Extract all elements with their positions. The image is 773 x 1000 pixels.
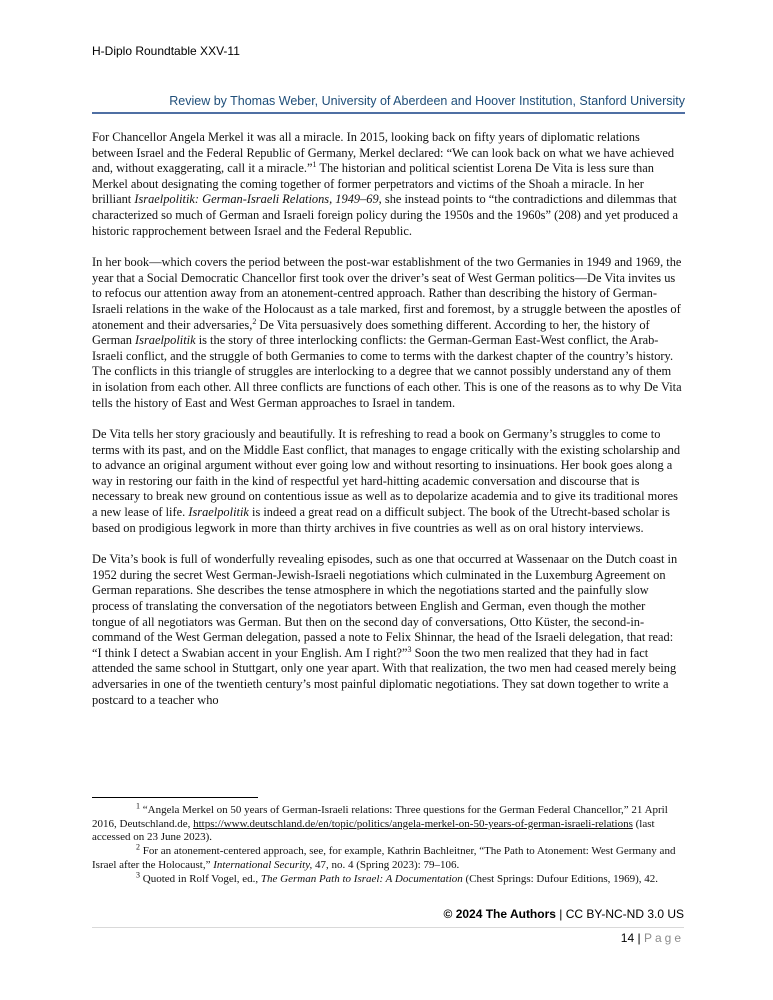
book-title: Israelpolitik: German-Israeli Relations, 1949–69 [134,192,379,207]
page-number: 14 | Page [620,931,684,945]
paragraph-3: De Vita tells her story graciously and beautifully. It is refreshing to read a book on Germany’s struggles to come to terms with its past, and on the Middle East conflict, that manages to engage critically with the existing scholarship and to advance an original argument without ever going low and without resorting to insinuations. Her book goes along a way in restoring our faith in the kind of respectful yet hard-hitting academic conversation and discourse that is necessary to break new ground on contentious issue as well as to depolarize academia and to give its traditional mores a new lease of life. Israelpolitik is indeed a great read on a difficult subject. The book of the Utrecht-based scholar is based on prodigious legwork in more than thirty archives in five countries as well as on oral history interviews. [92,427,681,535]
review-byline: Review by Thomas Weber, University of Aberdeen and Hoover Institution, Stanford University [169,94,685,108]
term-israelpolitik: Israelpolitik [135,333,196,348]
footnotes [92,801,684,886]
header-rule [92,112,685,114]
footnote-separator [92,797,258,798]
paragraph-1: For Chancellor Angela Merkel it was all a miracle. In 2015, looking back on fifty years of diplomatic relations between Israel and the Federal Republic of Germany, Merkel declared: “We can look back on what we have achieved and, without exaggerating, call it a miracle.”$^1$ The historian and political scientist Lorena De Vita is less sure than Merkel about designating the coming together of former perpetrators and victims of the Shoah a miracle. In her brilliant Israelpolitik: German-Israeli Relations, 1949–69, she instead points to “the contradictions and dilemmas that characterized so much of German and Israeli foreign policy during the 1950s and the 1960s” (208) and yet produced a historic rapprochement between Israel and the Federal Republic. [92,130,678,238]
license-text: CC BY-NC-ND 3.0 US [565,907,684,921]
paragraph-4: De Vita’s book is full of wonderfully revealing episodes, such as one that occurred at Wassenaar on the Dutch coast in 1952 during the secret West German-Jewish-Israeli negotiations which culminated in the Luxemburg Agreement on German reparations. She describes the tense atmosphere in which the negotiations started and the painfully slow process of translating the conversation of the negotiators between English and German, even though the mother tongue of all negotiators was German. But then on the second day of conversations, Otto Küster, the second-in-command of the West German delegation, passed a note to Felix Shinnar, the head of the Israeli delegation, that read: “I think I detect a Swabian accent in your English. Am I right?”$^3$ Soon the two men realized that they had in fact attended the same school in Stuttgart, only one year apart. With that realization, the two men had ceased merely being adversaries in one of the twentieth century’s most painful diplomatic negotiations. They sat down together to write a postcard to a teacher who [92,552,678,707]
term-israelpolitik: Israelpolitik [188,505,249,520]
article-body [92,130,682,708]
footnote-ref-3[interactable]: 3 [407,644,412,654]
footnote-ref-1[interactable]: 1 [312,160,317,170]
page-label: Page [643,931,684,945]
footnote-3: $^3$ Quoted in Rolf Vogel, ed., The German Path to Israel: A Documentation (Chest Springs: Dufour Editions, 1969), 42. [136,869,659,885]
paragraph-2: In her book—which covers the period between the post-war establishment of the two Germanies in 1949 and 1969, the year that a Social Democratic Chancellor first took over the driver’s seat of West German politics—De Vita invites us to refocus our attention away from an atonement-centred approach. Rather than describing the history of German-Israeli relations in the wake of the Holocaust as a tale marked, first and foremost, by a struggle between the apostles of atonement and their adversaries,$^2$ De Vita persuasively does something different. According to her, the history of German Israelpolitik is the story of three interlocking conflicts: the German-German East-West conflict, the Arab-Israeli conflict, and the struggle of both Germanies to come to terms with the darkest chapter of the country’s history. The conflicts in this triangle of struggles are interlocking to a degree that we cannot possibly understand any of them in isolation from each other. All three conflicts are functions of each other. This is one of the reasons as to why De Vita tells the history of East and West German approaches to Israel in tandem. [92,255,682,410]
footer-rule [92,927,684,928]
footnote-1: $^1$ “Angela Merkel on 50 years of German-Israeli relations: Three questions for the German Federal Chancellor,” 21 April 2016, Deutschland.de, https://www.deutschland.de/en/topic/politics/angela-merkel-on-50-years-of-german-israeli-relations (last accessed on 23 June 2023). [92,801,668,844]
footnote-link[interactable]: https://www.deutschland.de/en/topic/politics/angela-merkel-on-50-years-of-german-israeli-relations [193,817,633,830]
license-line: © 2024 The Authors | CC BY-NC-ND 3.0 US [443,907,684,921]
footnote-2: $^2$ For an atonement-centered approach, see, for example, Kathrin Bachleitner, “The Path to Atonement: West Germany and Israel after the Holocaust,” International Security, 47, no. 4 (Spring 2023): 79–106. [92,842,676,871]
copyright-text: © 2024 The Authors [443,907,556,921]
running-header: H-Diplo Roundtable XXV-11 [92,44,240,58]
footnote-ref-2[interactable]: 2 [252,316,257,326]
